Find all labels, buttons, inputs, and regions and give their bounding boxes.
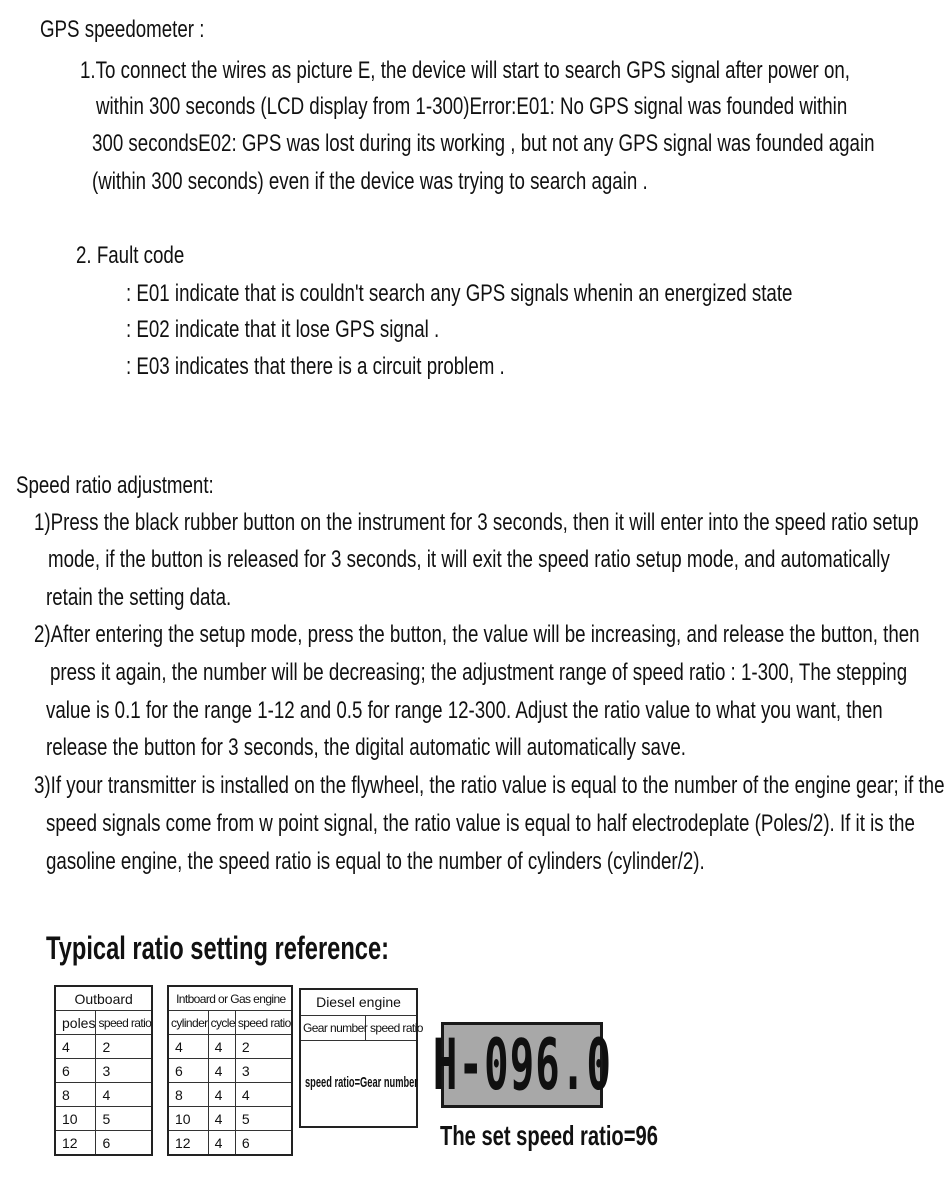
table-row — [168, 1035, 292, 1059]
ratio-title: Speed ratio adjustment: — [16, 472, 214, 499]
cell: 8 — [168, 1083, 208, 1107]
cell: 4 — [55, 1035, 96, 1059]
lcd-readout: H-096.0 — [432, 1024, 612, 1106]
cell: 6 — [235, 1131, 291, 1156]
cell: 6 — [96, 1131, 152, 1156]
cell: 3 — [235, 1059, 291, 1083]
cell: 10 — [55, 1107, 96, 1131]
cell: 4 — [208, 1083, 235, 1107]
header-cycle: cycle — [208, 1011, 235, 1035]
cell: 4 — [168, 1035, 208, 1059]
inboard-table — [167, 985, 293, 1156]
fault-line-e02: : E02 indicate that it lose GPS signal . — [126, 316, 440, 343]
fault-code-title: 2. Fault code — [76, 242, 185, 269]
ratio-line: value is 0.1 for the range 1-12 and 0.5 for range 12-300. Adjust the ratio value to what you want, then — [46, 697, 883, 724]
cell: 12 — [168, 1131, 208, 1156]
ratio-line: 2)After entering the setup mode, press the button, the value will be increasing, and release the button, then — [34, 621, 920, 648]
lcd-caption: The set speed ratio=96 — [440, 1120, 658, 1151]
table-row — [55, 1107, 152, 1131]
header-cylinder: cylinder — [168, 1011, 208, 1035]
cell: 4 — [208, 1035, 235, 1059]
ratio-line: release the button for 3 seconds, the digital automatic will automatically save. — [46, 734, 686, 761]
cell: 6 — [55, 1059, 96, 1083]
cell: 6 — [168, 1059, 208, 1083]
table-row — [168, 1131, 292, 1156]
ratio-line: 1)Press the black rubber button on the instrument for 3 seconds, then it will enter into the speed ratio setup — [34, 509, 919, 536]
table-row — [168, 1083, 292, 1107]
cell: 4 — [235, 1083, 291, 1107]
ratio-line: mode, if the button is released for 3 seconds, it will exit the speed ratio setup mode, and automatically — [48, 546, 890, 573]
gps-para-line: within 300 seconds (LCD display from 1-300)Error:E01: No GPS signal was founded within — [96, 93, 848, 120]
lcd-display — [432, 1022, 612, 1108]
header-speed-ratio: speed ratio — [96, 1011, 152, 1035]
header-poles: poles — [55, 1011, 96, 1035]
cell: 5 — [96, 1107, 152, 1131]
outboard-table — [54, 985, 153, 1156]
cell: 10 — [168, 1107, 208, 1131]
fault-line-e01: : E01 indicate that is couldn't search any GPS signals whenin an energized state — [126, 280, 793, 307]
header-gear-number: Gear number — [301, 1016, 366, 1040]
ratio-line: gasoline engine, the speed ratio is equal to the number of cylinders (cylinder/2). — [46, 848, 705, 875]
table-row — [55, 1131, 152, 1156]
header-speed-ratio: speed ratio — [235, 1011, 291, 1035]
gps-para-line: (within 300 seconds) even if the device was trying to search again . — [92, 168, 648, 195]
gps-para-line: 300 secondsE02: GPS was lost during its working , but not any GPS signal was founded again — [92, 130, 875, 157]
inboard-title: Intboard or Gas engine — [168, 986, 292, 1011]
diesel-table — [299, 988, 423, 1128]
cell: 4 — [208, 1107, 235, 1131]
gps-para-line: 1.To connect the wires as picture E, the device will start to search GPS signal after power on, — [80, 57, 850, 84]
cell: 4 — [208, 1059, 235, 1083]
table-row — [55, 1059, 152, 1083]
ratio-line: press it again, the number will be decreasing; the adjustment range of speed ratio : 1-300, The stepping — [50, 659, 908, 686]
ratio-line: speed signals come from w point signal, the ratio value is equal to half electrodeplate (Poles/2). If it is the — [46, 810, 915, 837]
cell: 4 — [96, 1083, 152, 1107]
outboard-title: Outboard — [55, 986, 152, 1011]
gps-title: GPS speedometer : — [40, 16, 205, 43]
diesel-formula: speed ratio=Gear number — [305, 1074, 418, 1091]
ratio-line: 3)If your transmitter is installed on the flywheel, the ratio value is equal to the number of the engine gear; if the — [34, 772, 945, 799]
table-row — [55, 1035, 152, 1059]
cell: 2 — [235, 1035, 291, 1059]
cell: 8 — [55, 1083, 96, 1107]
table-row — [168, 1107, 292, 1131]
reference-title: Typical ratio setting reference: — [46, 930, 390, 966]
ratio-line: retain the setting data. — [46, 584, 232, 611]
table-row — [168, 1059, 292, 1083]
fault-line-e03: : E03 indicates that there is a circuit problem . — [126, 353, 505, 380]
diesel-title: Diesel engine — [301, 990, 416, 1016]
cell: 3 — [96, 1059, 152, 1083]
cell: 5 — [235, 1107, 291, 1131]
header-speed-ratio: speed ratio — [370, 1021, 423, 1035]
cell: 2 — [96, 1035, 152, 1059]
cell: 12 — [55, 1131, 96, 1156]
cell: 4 — [208, 1131, 235, 1156]
table-row — [55, 1083, 152, 1107]
